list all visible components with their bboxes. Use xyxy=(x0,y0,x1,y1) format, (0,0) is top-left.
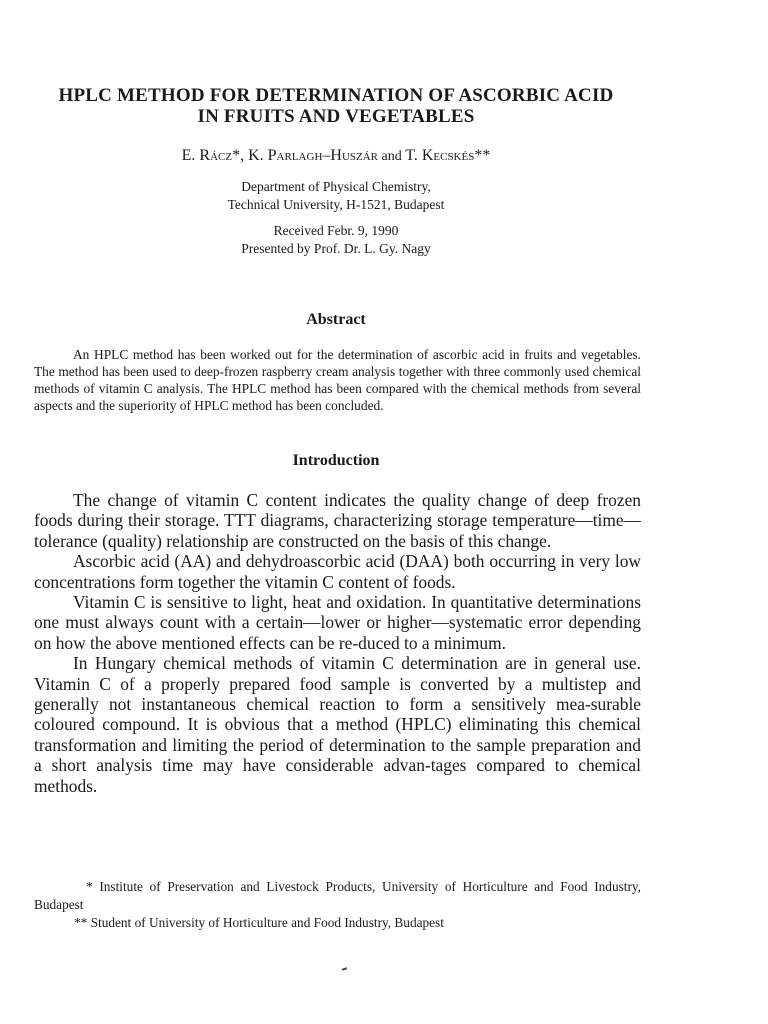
author-3-initial: T. xyxy=(405,147,422,164)
introduction-body xyxy=(34,490,641,796)
intro-paragraph-2: Ascorbic acid (AA) and dehydroascorbic acid (DAA) both occurring in very low concentrations form together the vitamin C content of foods. xyxy=(34,551,641,592)
author-and: and xyxy=(378,149,406,164)
author-1-initial: E. xyxy=(181,147,200,164)
footnotes xyxy=(34,878,641,932)
received-date: Received Febr. 9, 1990 xyxy=(273,223,399,238)
introduction-heading: Introduction xyxy=(292,452,380,469)
footnote-1: * Institute of Preservation and Livestock Products, University of Horticulture and Food Industry, Budapest xyxy=(34,879,641,912)
presented-by: Presented by Prof. Dr. L. Gy. Nagy xyxy=(241,241,431,256)
abstract-heading: Abstract xyxy=(306,311,366,328)
paper-title-line-2: IN FRUITS AND VEGETABLES xyxy=(197,106,475,127)
author-3-name: Kecskés xyxy=(421,147,475,164)
paper-title-line-1: HPLC METHOD FOR DETERMINATION OF ASCORBIC ACID xyxy=(58,85,614,106)
author-2-name: Parlagh–Huszár xyxy=(267,147,379,164)
affiliation-line-2: Technical University, H-1521, Budapest xyxy=(227,197,445,212)
abstract-text: An HPLC method has been worked out for the determination of ascorbic acid in fruits and vegetables. The method has been used to deep-frozen raspberry cream analysis together with three commonly used chemical methods of vitamin C analysis. The HPLC method has been compared with the chemical methods from several aspects and the superiority of HPLC method has been concluded. xyxy=(34,347,641,413)
affiliation-line-1: Department of Physical Chemistry, xyxy=(241,179,431,194)
author-1-mark: *, xyxy=(232,147,249,164)
author-list xyxy=(0,147,672,165)
print-speck xyxy=(342,967,347,971)
intro-paragraph-1: The change of vitamin C content indicates the quality change of deep frozen foods during their storage. TTT diagrams, characterizing storage temperature—time—tolerance (quality) relationship are constructed on the basis of this change. xyxy=(34,490,641,551)
footnote-2: ** Student of University of Horticulture and Food Industry, Budapest xyxy=(74,915,444,930)
author-1-name: Rácz xyxy=(199,147,233,164)
intro-paragraph-4: In Hungary chemical methods of vitamin C determination are in general use. Vitamin C of a properly prepared food sample is converted by a multistep and generally not instantaneous chemical reaction to form a sensitively mea-surable coloured compound. It is obvious that a method (HPLC) eliminating this chemical transformation and limiting the period of determination to the sample preparation and a short analysis time may have considerable advan-tages compared to chemical methods. xyxy=(34,653,641,796)
author-3-mark: ** xyxy=(474,147,491,164)
author-2-initial: K. xyxy=(248,147,268,164)
intro-paragraph-3: Vitamin C is sensitive to light, heat and oxidation. In quantitative determinations one must always count with a certain—lower or higher—systematic error depending on how the above mentioned effects can be re-duced to a minimum. xyxy=(34,592,641,653)
